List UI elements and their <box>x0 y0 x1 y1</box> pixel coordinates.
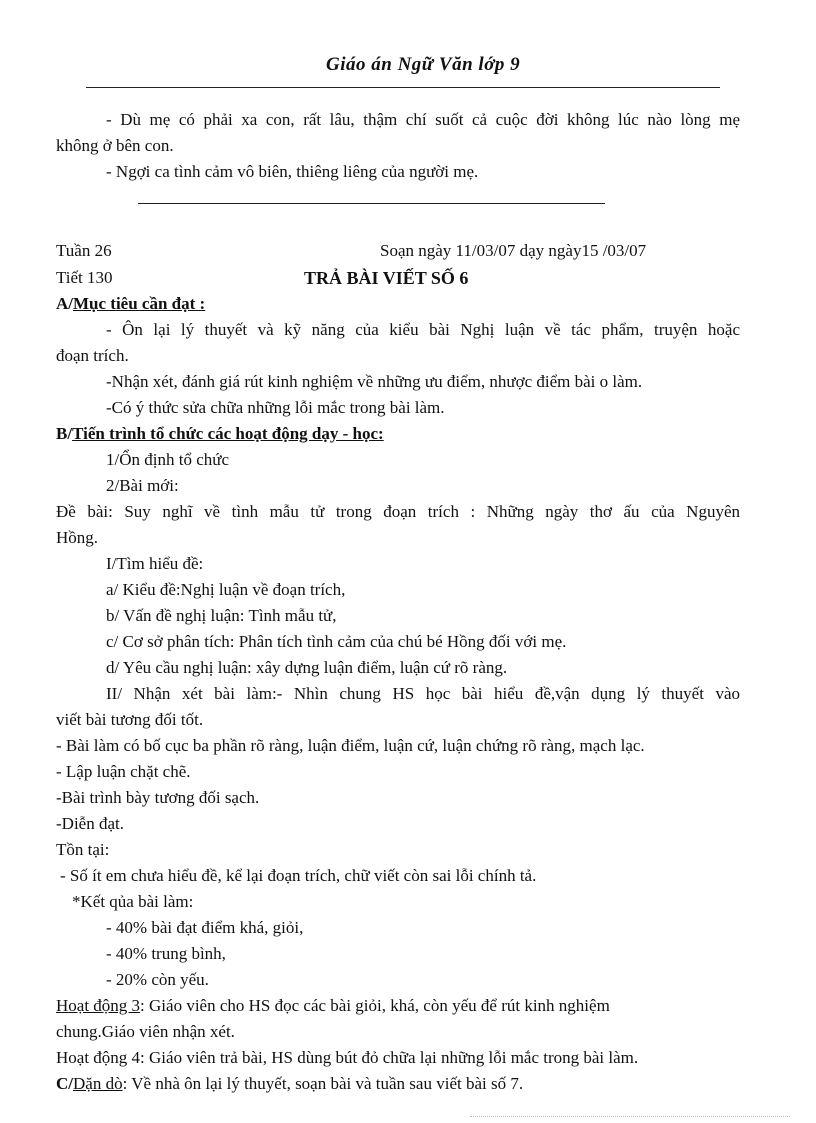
step-2: 2/Bài mới: <box>106 476 179 495</box>
part-1-heading: I/Tìm hiểu đề: <box>106 554 204 573</box>
point-2: - Lập luận chặt chẽ. <box>56 762 191 781</box>
section-a-title: Mục tiêu cần đạt : <box>73 294 206 313</box>
intro-line-3: - Ngợi ca tình cảm vô biên, thiêng liêng của người mẹ. <box>106 162 479 181</box>
week-label: Tuần 26 <box>56 241 112 260</box>
result-2: - 40% trung bình, <box>106 944 226 963</box>
section-a-item-1-line-1: - Ôn lại lý thuyết và kỹ năng của kiểu bài Nghị luận về tác phẩm, truyện hoặc <box>106 320 740 339</box>
part-2-line-1: II/ Nhận xét bài làm:- Nhìn chung HS học bài hiểu đề,vận dụng lý thuyết vào <box>106 684 740 703</box>
item-a: a/ Kiểu đề:Nghị luận về đoạn trích, <box>106 580 346 599</box>
section-c-prefix: C/ <box>56 1074 73 1093</box>
footer-dotted-line <box>470 1116 790 1117</box>
activity-4: Hoạt động 4: Giáo viên trả bài, HS dùng bút đỏ chữa lại những lỗi mắc trong bài làm. <box>56 1048 639 1067</box>
activity-3-label: Hoạt động 3 <box>56 996 141 1015</box>
intro-line-1: - Dù mẹ có phải xa con, rất lâu, thậm chí suốt cả cuộc đời không lúc nào lòng mẹ <box>106 110 740 129</box>
section-b-heading <box>56 423 384 445</box>
section-c-title: Dặn dò <box>73 1074 123 1093</box>
topic-line-1: Đề bài: Suy nghĩ về tình mẫu tử trong đoạn trích : Những ngày thơ ấu của Nguyên <box>56 502 740 521</box>
section-c-line <box>56 1073 523 1095</box>
section-a-item-1-line-2: đoạn trích. <box>56 346 129 365</box>
period-label: Tiết 130 <box>56 268 113 287</box>
result-3: - 20% còn yếu. <box>106 970 209 989</box>
section-a-heading <box>56 293 205 315</box>
section-divider <box>138 203 605 204</box>
date-label: Soạn ngày 11/03/07 dạy ngày15 /03/07 <box>380 241 647 260</box>
page-header-title: Giáo án Ngữ Văn lớp 9 <box>326 54 521 75</box>
item-c: c/ Cơ sở phân tích: Phân tích tình cảm của chú bé Hồng đối với mẹ. <box>106 632 567 651</box>
activity-3-line-1 <box>56 995 610 1017</box>
result-1: - 40% bài đạt điểm khá, giỏi, <box>106 918 304 937</box>
section-a-item-2: -Nhận xét, đánh giá rút kinh nghiệm về những ưu điểm, nhược điểm bài o làm. <box>106 372 643 391</box>
section-b-title: Tiến trình tổ chức các hoạt động dạy - học: <box>72 424 384 443</box>
activity-3-text: : Giáo viên cho HS đọc các bài giỏi, khá, còn yếu để rút kinh nghiệm <box>140 996 610 1015</box>
intro-line-2: không ở bên con. <box>56 136 174 155</box>
step-1: 1/Ổn định tổ chức <box>106 450 230 469</box>
point-1: - Bài làm có bố cục ba phần rõ ràng, luận điểm, luận cứ, luận chứng rõ ràng, mạch lạc. <box>56 736 645 755</box>
lesson-title: TRẢ BÀI VIẾT SỐ 6 <box>304 268 469 288</box>
section-b-prefix: B/ <box>56 424 73 443</box>
limit-1: - Số ít em chưa hiểu đề, kể lại đoạn trích, chữ viết còn sai lỗi chính tả. <box>60 866 537 885</box>
item-b: b/ Vấn đề nghị luận: Tình mẫu tử, <box>106 606 337 625</box>
section-c-text: : Về nhà ôn lại lý thuyết, soạn bài và tuần sau viết bài số 7. <box>122 1074 524 1093</box>
section-a-item-3: -Có ý thức sửa chữa những lỗi mắc trong bài làm. <box>106 398 445 417</box>
part-2-line-2: viết bài tương đối tốt. <box>56 710 204 729</box>
topic-line-2: Hồng. <box>56 528 99 547</box>
section-a-prefix: A/ <box>56 294 73 313</box>
point-4: -Diễn đạt. <box>56 814 124 833</box>
item-d: d/ Yêu cầu nghị luận: xây dựng luận điểm, luận cứ rõ ràng. <box>106 658 508 677</box>
results-heading: *Kết qủa bài làm: <box>72 892 194 911</box>
point-3: -Bài trình bày tương đối sạch. <box>56 788 260 807</box>
header-divider <box>86 87 720 88</box>
limits-heading: Tồn tại: <box>56 840 110 859</box>
activity-3-line-2: chung.Giáo viên nhận xét. <box>56 1022 235 1041</box>
